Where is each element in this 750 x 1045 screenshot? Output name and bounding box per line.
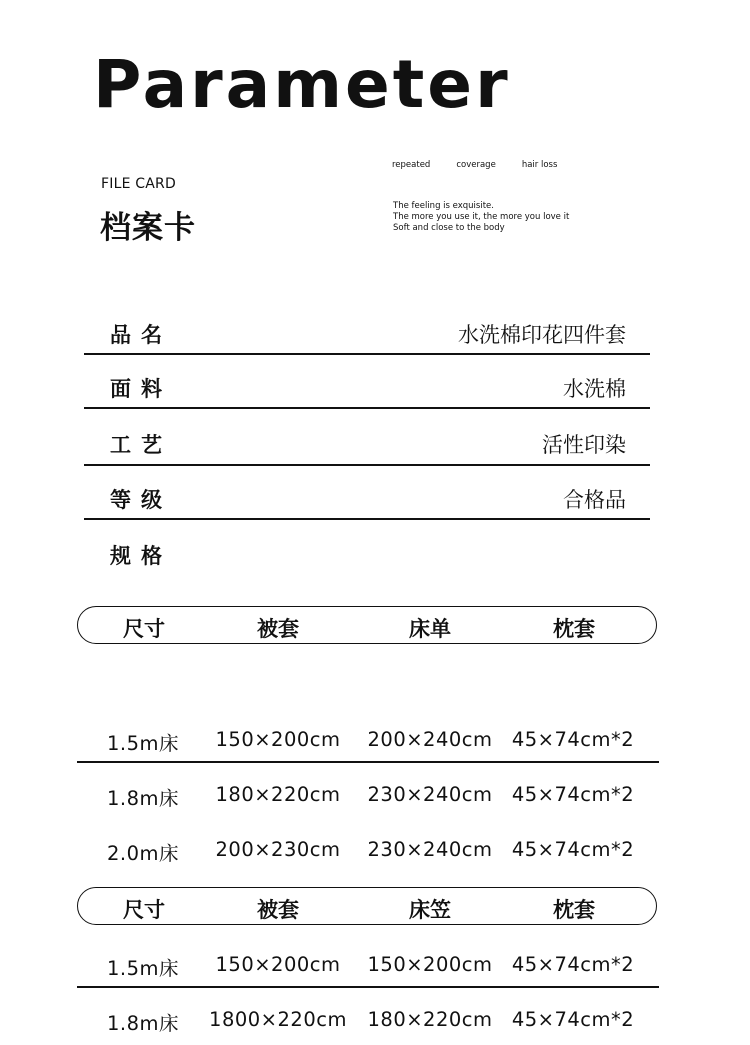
table-header-cell: 床单	[409, 617, 451, 641]
table-header-cell: 枕套	[553, 898, 595, 922]
table-header	[77, 887, 657, 925]
tag-hair-loss: hair loss	[521, 160, 558, 170]
param-label: 工艺	[110, 433, 172, 457]
param-row-name	[84, 314, 650, 354]
tag-coverage: coverage	[456, 160, 496, 170]
table-cell: 45×74cm*2	[511, 1008, 635, 1031]
table-cell: 45×74cm*2	[511, 838, 635, 861]
table-row	[77, 775, 659, 815]
divider	[84, 464, 650, 466]
tagline	[393, 201, 569, 234]
table-header-cell: 尺寸	[123, 617, 165, 641]
table-row	[77, 720, 659, 760]
table-row	[77, 945, 659, 985]
table-header-cell: 床笠	[409, 898, 451, 922]
table-cell: 200×230cm	[215, 838, 341, 861]
tagline-line: The feeling is exquisite.	[393, 201, 494, 211]
table-cell: 1800×220cm	[209, 1008, 347, 1031]
divider	[77, 761, 659, 763]
table-cell: 1.5m床	[106, 957, 180, 980]
tag-repeated: repeated	[392, 160, 431, 170]
table-cell: 180×220cm	[367, 1008, 493, 1031]
page-title: Parameter	[93, 46, 511, 123]
table-cell: 1.8m床	[106, 1012, 180, 1035]
param-row-process	[84, 424, 650, 464]
table-header-cell: 被套	[257, 617, 299, 641]
table-cell: 1.5m床	[106, 732, 180, 755]
param-row-spec	[84, 535, 650, 575]
param-value: 合格品	[563, 488, 626, 512]
table-cell: 200×240cm	[367, 728, 493, 751]
table-header-cell: 被套	[257, 898, 299, 922]
table-cell: 45×74cm*2	[511, 953, 635, 976]
param-value: 水洗棉印花四件套	[458, 323, 626, 347]
param-label: 等级	[110, 488, 172, 512]
divider	[84, 353, 650, 355]
tag-list	[392, 160, 583, 170]
table-cell: 45×74cm*2	[511, 728, 635, 751]
table-row	[77, 1000, 659, 1040]
table-cell: 180×220cm	[215, 783, 341, 806]
param-row-grade	[84, 479, 650, 519]
divider	[77, 986, 659, 988]
divider	[84, 518, 650, 520]
param-row-fabric	[84, 368, 650, 408]
param-label: 面料	[110, 377, 172, 401]
divider	[84, 407, 650, 409]
file-card-label-en: FILE CARD	[101, 176, 176, 192]
table-cell: 150×200cm	[367, 953, 493, 976]
file-card-label-cn: 档案卡	[100, 210, 196, 246]
table-cell: 45×74cm*2	[511, 783, 635, 806]
table-cell: 230×240cm	[367, 838, 493, 861]
table-header	[77, 606, 657, 644]
tagline-line: The more you use it, the more you love it	[393, 212, 570, 222]
param-label: 规格	[110, 544, 172, 568]
param-value: 水洗棉	[563, 377, 626, 401]
table-header-cell: 尺寸	[123, 898, 165, 922]
param-label: 品名	[110, 323, 172, 347]
param-value: 活性印染	[542, 433, 626, 457]
table-cell: 2.0m床	[106, 842, 180, 865]
table-cell: 150×200cm	[215, 728, 341, 751]
table-row	[77, 830, 659, 870]
table-cell: 1.8m床	[106, 787, 180, 810]
table-cell: 230×240cm	[367, 783, 493, 806]
table-header-cell: 枕套	[553, 617, 595, 641]
tagline-line: Soft and close to the body	[393, 223, 505, 233]
table-cell: 150×200cm	[215, 953, 341, 976]
